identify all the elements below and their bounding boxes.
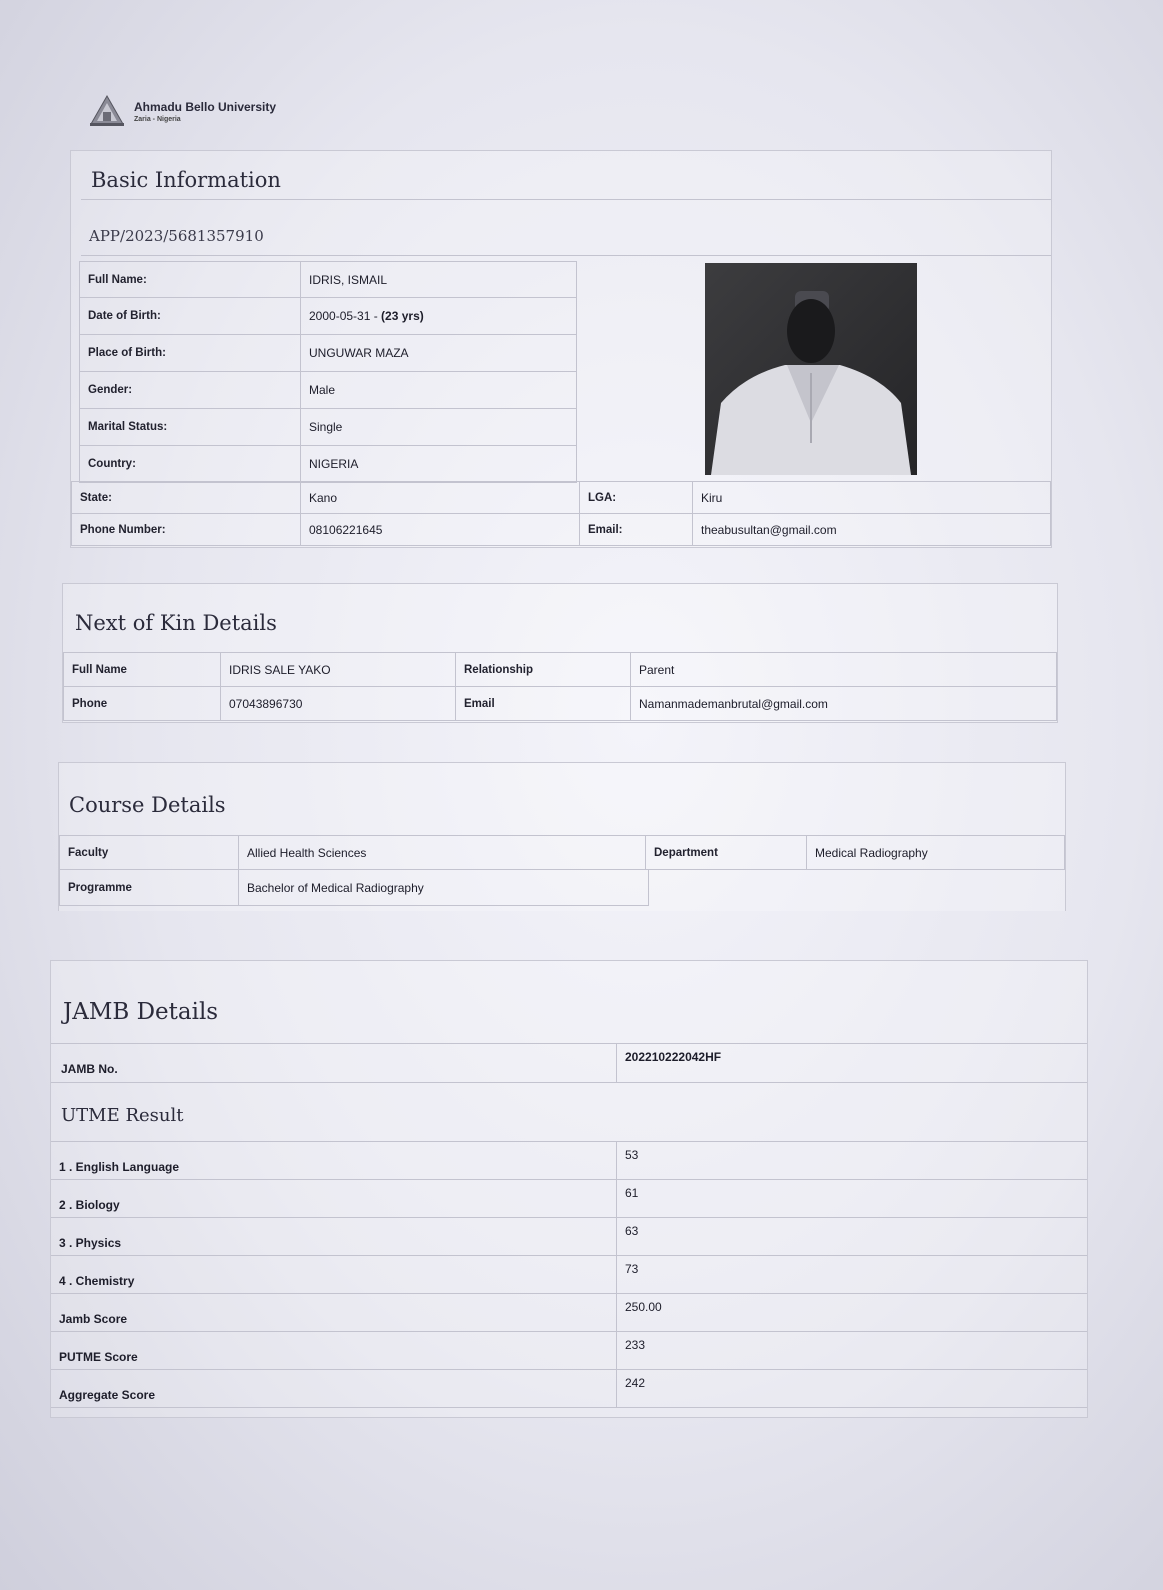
jamb-no-row bbox=[51, 1043, 1087, 1083]
subject-label: 4 . Chemistry bbox=[51, 1256, 617, 1293]
basic-information-title: Basic Information bbox=[91, 168, 281, 192]
department-label: Department bbox=[646, 836, 807, 870]
dob-age: (23 yrs) bbox=[381, 309, 424, 323]
kin-full-name-label: Full Name bbox=[64, 653, 221, 687]
aggregate-score-label: Aggregate Score bbox=[51, 1370, 617, 1407]
aggregate-score-value: 242 bbox=[625, 1376, 646, 1390]
kin-email-value: Namanmademanbrutal@gmail.com bbox=[631, 687, 1057, 721]
email-label: Email: bbox=[580, 514, 693, 546]
gender-value: Male bbox=[301, 372, 577, 409]
email-value: theabusultan@gmail.com bbox=[693, 514, 1051, 546]
course-details-title: Course Details bbox=[69, 793, 226, 817]
kin-email-label: Email bbox=[456, 687, 631, 721]
lga-label: LGA: bbox=[580, 482, 693, 514]
marital-status-label: Marital Status: bbox=[80, 409, 301, 446]
jamb-no-value: 202210222042HF bbox=[625, 1050, 722, 1064]
university-location: Zaria - Nigeria bbox=[134, 115, 181, 123]
kin-phone-value: 07043896730 bbox=[221, 687, 456, 721]
utme-row bbox=[51, 1369, 1087, 1408]
state-value: Kano bbox=[301, 482, 580, 514]
application-number: APP/2023/5681357910 bbox=[89, 227, 264, 245]
basic-information-section bbox=[70, 150, 1052, 548]
university-name: Ahmadu Bello University bbox=[134, 99, 277, 114]
subject-label: 2 . Biology bbox=[51, 1180, 617, 1217]
subject-score: 63 bbox=[625, 1224, 639, 1238]
next-of-kin-table bbox=[63, 652, 1057, 721]
country-label: Country: bbox=[80, 446, 301, 483]
university-crest-icon bbox=[88, 94, 126, 128]
place-of-birth-value: UNGUWAR MAZA bbox=[301, 335, 577, 372]
jamb-details-section bbox=[50, 960, 1088, 1418]
kin-relationship-value: Parent bbox=[631, 653, 1057, 687]
utme-row bbox=[51, 1179, 1087, 1217]
utme-row bbox=[51, 1293, 1087, 1331]
kin-phone-label: Phone bbox=[64, 687, 221, 721]
country-value: NIGERIA bbox=[301, 446, 577, 483]
passport-photo bbox=[705, 263, 917, 480]
dob-value: 2000-05-31 - bbox=[309, 309, 382, 323]
programme-label: Programme bbox=[60, 870, 239, 906]
utme-result-title: UTME Result bbox=[61, 1105, 184, 1126]
university-header bbox=[88, 94, 276, 128]
utme-result-table bbox=[51, 1141, 1087, 1408]
gender-label: Gender: bbox=[80, 372, 301, 409]
programme-value: Bachelor of Medical Radiography bbox=[239, 870, 649, 906]
utme-row bbox=[51, 1331, 1087, 1369]
basic-info-table bbox=[79, 261, 577, 483]
place-of-birth-label: Place of Birth: bbox=[80, 335, 301, 372]
department-value: Medical Radiography bbox=[807, 836, 1065, 870]
full-name-label: Full Name: bbox=[80, 262, 301, 298]
subject-label: 3 . Physics bbox=[51, 1218, 617, 1255]
contact-table bbox=[71, 481, 1051, 546]
utme-row bbox=[51, 1141, 1087, 1179]
full-name-value: IDRIS, ISMAIL bbox=[301, 262, 577, 298]
course-programme-table bbox=[59, 869, 649, 906]
phone-number-value: 08106221645 bbox=[301, 514, 580, 546]
putme-score-value: 233 bbox=[625, 1338, 646, 1352]
next-of-kin-section bbox=[62, 583, 1058, 723]
course-details-section bbox=[58, 762, 1066, 911]
faculty-value: Allied Health Sciences bbox=[239, 836, 646, 870]
faculty-label: Faculty bbox=[60, 836, 239, 870]
subject-score: 61 bbox=[625, 1186, 639, 1200]
next-of-kin-title: Next of Kin Details bbox=[75, 611, 277, 635]
jamb-details-title: JAMB Details bbox=[63, 999, 219, 1025]
jamb-no-label: JAMB No. bbox=[51, 1044, 617, 1082]
marital-status-value: Single bbox=[301, 409, 577, 446]
dob-label: Date of Birth: bbox=[80, 298, 301, 335]
subject-score: 53 bbox=[625, 1148, 639, 1162]
utme-row bbox=[51, 1217, 1087, 1255]
putme-score-label: PUTME Score bbox=[51, 1332, 617, 1369]
dob-cell bbox=[301, 298, 577, 335]
kin-full-name-value: IDRIS SALE YAKO bbox=[221, 653, 456, 687]
utme-row bbox=[51, 1255, 1087, 1293]
lga-value: Kiru bbox=[693, 482, 1051, 514]
subject-label: 1 . English Language bbox=[51, 1142, 617, 1179]
jamb-score-value: 250.00 bbox=[625, 1300, 662, 1314]
course-faculty-table bbox=[59, 835, 1065, 870]
jamb-score-label: Jamb Score bbox=[51, 1294, 617, 1331]
passport-photo-image bbox=[705, 263, 917, 475]
phone-number-label: Phone Number: bbox=[72, 514, 301, 546]
kin-relationship-label: Relationship bbox=[456, 653, 631, 687]
subject-score: 73 bbox=[625, 1262, 639, 1276]
state-label: State: bbox=[72, 482, 301, 514]
